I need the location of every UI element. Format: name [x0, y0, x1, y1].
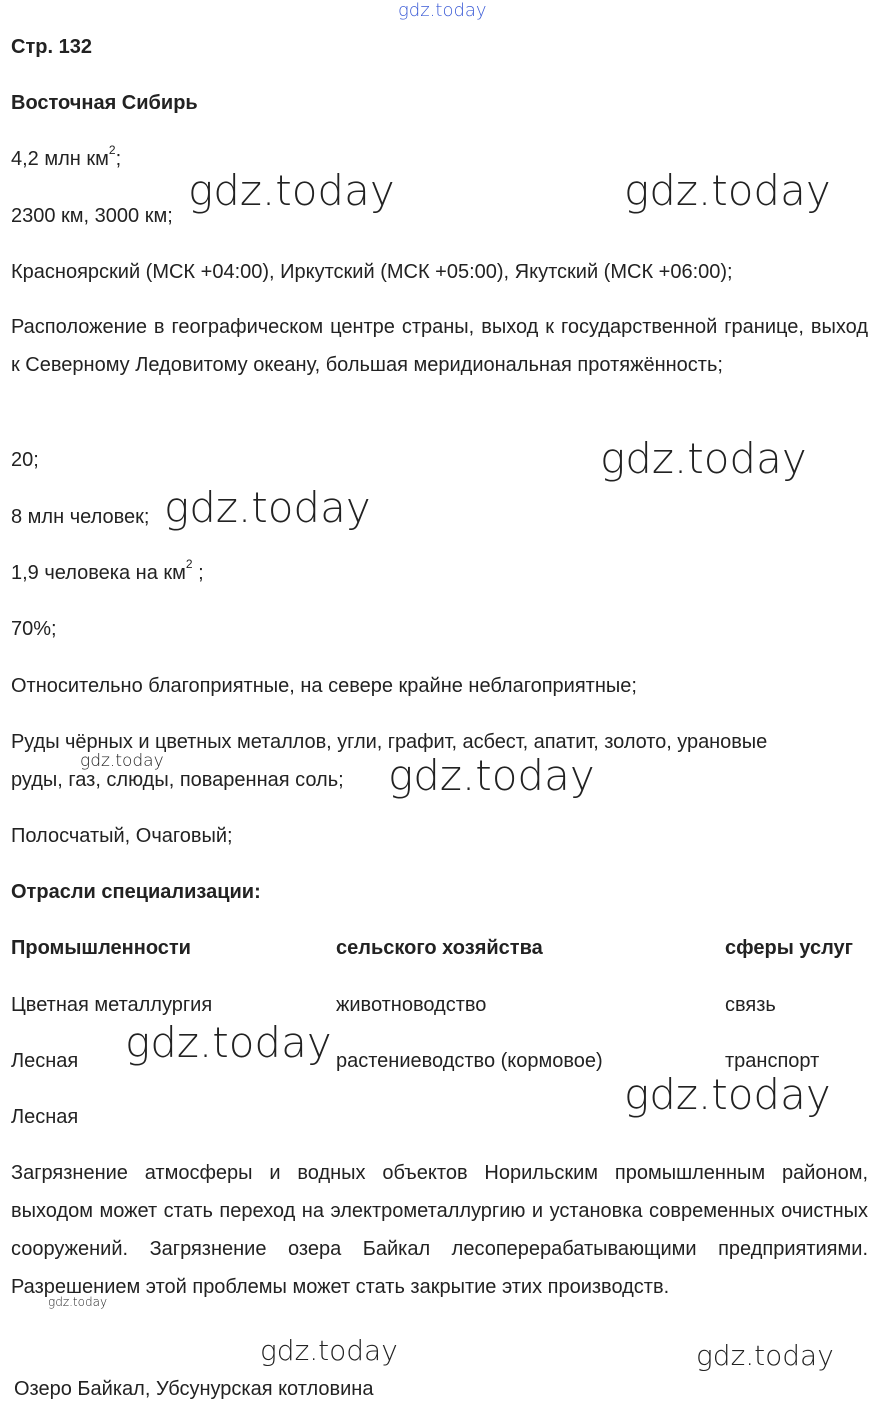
resources-line-2: руды, газ, слюды, поваренная соль; — [11, 769, 344, 791]
page-title: Стр. 132 — [11, 36, 92, 58]
conditions-line: Относительно благоприятные, на севере крайне неблагоприятные; — [11, 675, 637, 697]
resources-line-1: Руды чёрных и цветных металлов, угли, графит, асбест, апатит, золото, урановые — [11, 731, 768, 753]
table-cell: Лесная — [11, 1050, 79, 1072]
table-cell: транспорт — [725, 1050, 820, 1072]
table-header-services: сферы услуг — [725, 937, 853, 959]
watermark: gdz.today — [164, 483, 371, 532]
table-header-industry: Промышленности — [11, 937, 191, 959]
watermark: gdz.today — [624, 1070, 831, 1119]
population-line: 8 млн человек; — [11, 506, 150, 528]
watermark: gdz.today — [48, 1295, 108, 1309]
heritage-line: Озеро Байкал, Убсунурская котловина — [14, 1378, 374, 1400]
region-title: Восточная Сибирь — [11, 92, 198, 114]
density-value: 1,9 человека на км — [11, 562, 186, 584]
subjects-count-line: 20; — [11, 449, 39, 471]
table-cell: Лесная — [11, 1106, 79, 1128]
table-cell: растениеводство (кормовое) — [336, 1050, 603, 1072]
problems-paragraph: Загрязнение атмосферы и водных объектов Норильским промышленным районом, выходом может стать переход на электрометаллургию и установка современных очистных сооружений. Загрязнение озера Байкал лесоперерабатывающими предприятиями. Разрешением этой проблемы может стать закрытие этих производств. — [11, 1162, 868, 1298]
area-sup: 2 — [108, 143, 116, 158]
watermark: gdz.today — [600, 434, 807, 483]
table-cell: связь — [725, 994, 776, 1016]
watermark: gdz.today — [388, 751, 595, 800]
density-suffix: ; — [192, 562, 204, 584]
urban-share-line: 70%; — [11, 618, 57, 640]
density-sup: 2 — [185, 557, 193, 572]
table-cell: Цветная металлургия — [11, 994, 213, 1016]
table-cell: животноводство — [336, 994, 487, 1016]
watermark: gdz.today — [80, 751, 164, 771]
watermark: gdz.today — [125, 1018, 332, 1067]
area-value: 4,2 млн км — [11, 148, 109, 170]
watermark: gdz.today — [696, 1339, 834, 1372]
area-suffix: ; — [115, 148, 122, 170]
watermark-top: gdz.today — [398, 0, 487, 21]
settlement-type-line: Полосчатый, Очаговый; — [11, 825, 233, 847]
watermark: gdz.today — [624, 166, 831, 215]
density-line — [11, 557, 204, 585]
location-paragraph: Расположение в географическом центре страны, выход к государственной границе, выход к Северному Ледовитому океану, большая меридиональная протяжённость; — [11, 316, 868, 376]
distances-line: 2300 км, 3000 км; — [11, 205, 173, 227]
watermark: gdz.today — [188, 166, 395, 215]
table-header-agriculture: сельского хозяйства — [336, 937, 543, 959]
specialization-title: Отрасли специализации: — [11, 881, 261, 903]
area-line — [11, 143, 122, 171]
time-zones-line: Красноярский (МСК +04:00), Иркутский (МСК +05:00), Якутский (МСК +06:00); — [11, 261, 733, 283]
watermark: gdz.today — [260, 1334, 398, 1367]
